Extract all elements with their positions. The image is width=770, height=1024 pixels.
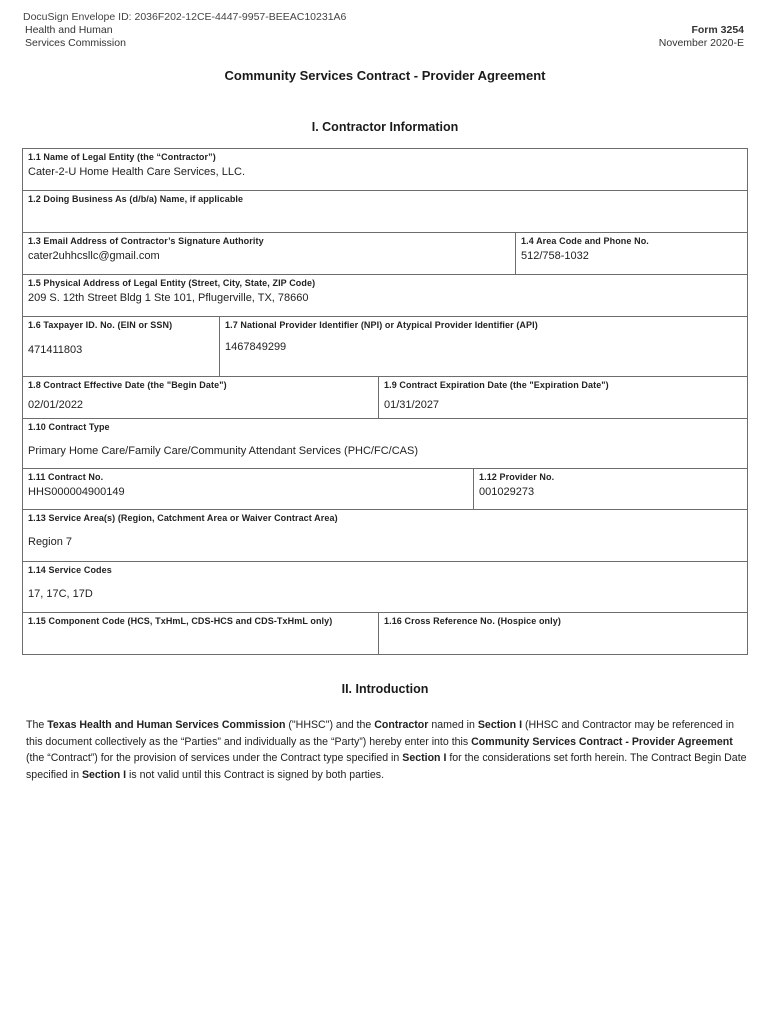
field-1-8-label: 1.8 Contract Effective Date (the "Begin Date") bbox=[28, 380, 227, 390]
agency-line-2: Services Commission bbox=[25, 37, 126, 49]
field-1-4[interactable] bbox=[516, 233, 748, 275]
field-1-12[interactable] bbox=[474, 469, 748, 510]
row-1-14 bbox=[23, 562, 748, 613]
field-1-13-label: 1.13 Service Area(s) (Region, Catchment Area or Waiver Contract Area) bbox=[28, 513, 338, 523]
section-1-title: I. Contractor Information bbox=[311, 120, 459, 134]
row-1-2 bbox=[23, 191, 748, 233]
field-1-14-label: 1.14 Service Codes bbox=[28, 565, 112, 575]
field-1-5-label: 1.5 Physical Address of Legal Entity (Street, City, State, ZIP Code) bbox=[28, 278, 316, 288]
document-title: Community Services Contract - Provider Agreement bbox=[224, 68, 546, 83]
field-1-5[interactable] bbox=[23, 275, 748, 317]
row-1-6 bbox=[23, 317, 748, 377]
field-1-4-label: 1.4 Area Code and Phone No. bbox=[521, 236, 649, 246]
field-1-1-value: Cater-2-U Home Health Care Services, LLC. bbox=[28, 166, 246, 178]
field-1-11-label: 1.11 Contract No. bbox=[28, 472, 104, 482]
field-1-7-value: 1467849299 bbox=[225, 341, 287, 353]
field-1-14-value: 17, 17C, 17D bbox=[28, 588, 93, 600]
intro-bold-section-1c: Section I bbox=[81, 768, 127, 781]
field-1-3[interactable] bbox=[23, 233, 516, 275]
row-1-3 bbox=[23, 233, 748, 275]
field-1-10-value: Primary Home Care/Family Care/Community Attendant Services (PHC/FC/CAS) bbox=[28, 445, 418, 457]
intro-text-6: for the considerations set forth herein. The Contract Begin Date specified in bbox=[26, 752, 747, 781]
row-1-5 bbox=[23, 275, 748, 317]
intro-text-7: is not valid until this Contract is signed by both parties. bbox=[126, 768, 385, 781]
row-1-1 bbox=[23, 149, 748, 191]
field-1-15[interactable] bbox=[23, 613, 379, 655]
field-1-12-label: 1.12 Provider No. bbox=[479, 472, 555, 482]
field-1-11-value: HHS000004900149 bbox=[28, 486, 125, 498]
intro-bold-contract-name: Community Services Contract - Provider Agreement bbox=[471, 735, 733, 748]
field-1-15-label: 1.15 Component Code (HCS, TxHmL, CDS-HCS and CDS-TxHmL only) bbox=[28, 616, 333, 626]
field-1-7[interactable] bbox=[220, 317, 748, 377]
introduction-paragraph bbox=[26, 717, 748, 783]
field-1-12-value: 001029273 bbox=[479, 486, 535, 498]
field-1-1-label: 1.1 Name of Legal Entity (the “Contractor”) bbox=[28, 152, 216, 162]
field-1-3-label: 1.3 Email Address of Contractor’s Signature Authority bbox=[28, 236, 264, 246]
field-1-8[interactable] bbox=[23, 377, 379, 419]
field-1-6-value: 471411803 bbox=[28, 344, 83, 356]
field-1-16[interactable] bbox=[379, 613, 748, 655]
row-1-8 bbox=[23, 377, 748, 419]
field-1-11[interactable] bbox=[23, 469, 474, 510]
row-1-13 bbox=[23, 510, 748, 562]
field-1-6-label: 1.6 Taxpayer ID. No. (EIN or SSN) bbox=[28, 320, 173, 330]
intro-bold-section-1b: Section I bbox=[402, 752, 447, 764]
form-date: November 2020-E bbox=[658, 37, 744, 49]
intro-bold-contractor: Contractor bbox=[374, 719, 429, 731]
field-1-3-value: cater2uhhcsllc@gmail.com bbox=[28, 250, 160, 262]
section-2-title: II. Introduction bbox=[341, 682, 429, 696]
field-1-7-label: 1.7 National Provider Identifier (NPI) or Atypical Provider Identifier (API) bbox=[225, 320, 538, 330]
field-1-8-value: 02/01/2022 bbox=[28, 399, 84, 411]
field-1-10-label: 1.10 Contract Type bbox=[28, 422, 110, 432]
agency-line-1: Health and Human bbox=[25, 24, 113, 36]
intro-text-1: The bbox=[26, 719, 48, 731]
field-1-9-label: 1.9 Contract Expiration Date (the "Expiration Date") bbox=[384, 380, 609, 390]
field-1-13-value: Region 7 bbox=[28, 536, 73, 548]
field-1-14[interactable] bbox=[23, 562, 748, 613]
agency-name bbox=[25, 24, 126, 50]
intro-bold-hhsc: Texas Health and Human Services Commission bbox=[47, 719, 286, 731]
intro-text-2: ("HHSC") and the bbox=[285, 719, 375, 731]
field-1-2[interactable] bbox=[23, 191, 748, 233]
intro-text-3: named in bbox=[428, 719, 478, 731]
intro-text-4: (HHSC and Contractor may be referenced in this document collectively as the “Parties” and individually as the “Party”) hereby enter into this bbox=[26, 719, 734, 748]
row-1-15 bbox=[23, 613, 748, 655]
field-1-1[interactable] bbox=[23, 149, 748, 191]
field-1-2-label: 1.2 Doing Business As (d/b/a) Name, if applicable bbox=[28, 194, 244, 204]
form-info bbox=[659, 24, 744, 50]
field-1-6[interactable] bbox=[23, 317, 220, 377]
intro-bold-section-1a: Section I bbox=[477, 719, 523, 731]
field-1-5-value: 209 S. 12th Street Bldg 1 Ste 101, Pflugerville, TX, 78660 bbox=[28, 292, 309, 304]
field-1-9[interactable] bbox=[379, 377, 748, 419]
envelope-id: DocuSign Envelope ID: 2036F202-12CE-4447-9957-BEEAC10231A6 bbox=[23, 11, 347, 23]
field-1-16-label: 1.16 Cross Reference No. (Hospice only) bbox=[384, 616, 561, 626]
form-number: Form 3254 bbox=[691, 24, 744, 36]
intro-text-5: (the “Contract”) for the provision of services under the Contract type specified in bbox=[26, 752, 403, 764]
row-1-10 bbox=[23, 419, 748, 469]
row-1-11 bbox=[23, 469, 748, 510]
field-1-10[interactable] bbox=[23, 419, 748, 469]
contractor-info-table bbox=[22, 148, 748, 655]
field-1-13[interactable] bbox=[23, 510, 748, 562]
field-1-4-value: 512/758-1032 bbox=[521, 250, 589, 262]
field-1-9-value: 01/31/2027 bbox=[384, 399, 440, 411]
